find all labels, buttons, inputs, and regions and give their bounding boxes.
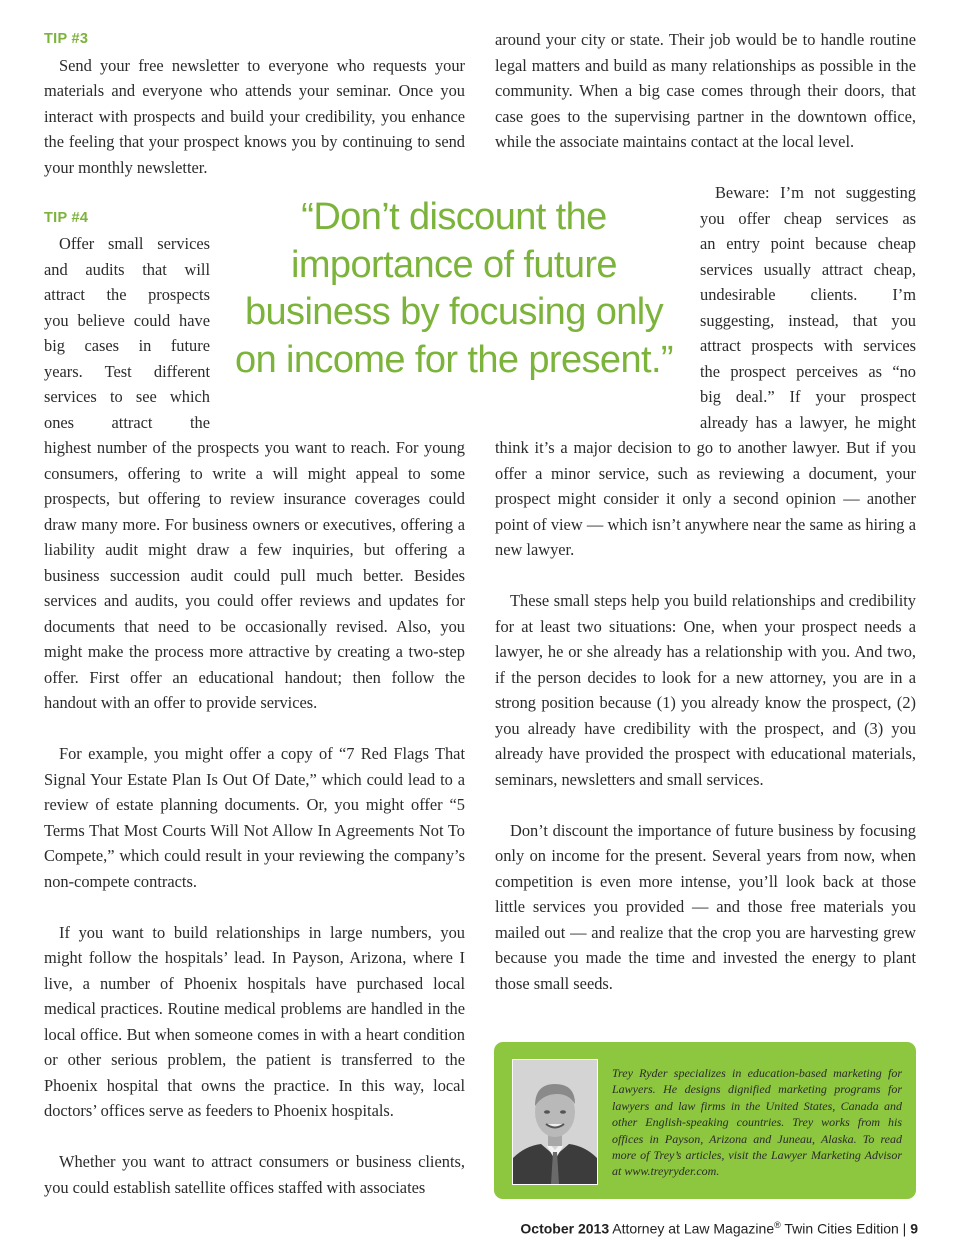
page-footer [520, 1220, 918, 1237]
footer-date: October 2013 [520, 1220, 610, 1237]
tip4-line: services to see which [44, 387, 210, 406]
pull-quote [228, 194, 680, 384]
author-photo [512, 1059, 598, 1185]
beware-line: undesirable clients. I’m [700, 285, 916, 304]
tip4-line: and audits that will [44, 259, 210, 279]
body-paragraph: Whether you want to attract consumers or business clients, you could establish satellite offices staffed with associates [44, 1152, 465, 1197]
right-column [495, 27, 916, 996]
tip4-continuation: highest number of the prospects you want to reach. For young consumers, offering to write a will might appeal to some prospects, but offering to review insurance coverages could draw many more. For business owners or executives, offering a liability audit might draw a few inquiries, but offering a business succession audit could pull much better. Besides services and audits, you could offer reviews and updates for documents that need to be occasionally revised. Also, you might make the process more attractive by creating a two-step offer. First offer an educational handout; then follow the handout with an offer to provide services. [44, 438, 465, 712]
tip4-line: attract the prospects [44, 285, 210, 304]
tip4-heading: TIP #4 [44, 209, 89, 226]
beware-line: services usually attract cheap, [700, 259, 916, 279]
tip3-paragraph: Send your free newsletter to everyone who requests your materials and everyone who attends your seminar. Once you interact with prospects and build your credibility, you enhance the feeling that your prospect knows you by continuing to send your monthly newsletter. [44, 55, 465, 177]
author-bio-box [494, 1042, 916, 1199]
beware-continuation: think it’s a major decision to go to another lawyer. But if you offer a minor service, such as reviewing a document, your prospect might consider it only a second opinion — another point of view — which isn’t anywhere near the same as hiring a new lawyer. [495, 438, 916, 559]
beware-line: suggesting, instead, that you [700, 310, 916, 330]
tip4-line: Offer small services [59, 234, 210, 253]
author-portrait-icon [513, 1060, 597, 1184]
tip3-heading: TIP #3 [44, 31, 89, 47]
footer-edition: Twin Cities Edition [784, 1220, 899, 1237]
footer-separator: | [902, 1220, 907, 1237]
pull-quote-line: “Don’t discount the [301, 196, 607, 238]
beware-line: already has a lawyer, he might [700, 412, 916, 432]
body-paragraph: These small steps help you build relationships and credibility for at least two situations: One, when your prospect needs a lawyer, he or she already has a relationship with you. And two, if the person decides to look for a new attorney, you are in a strong position because (1) you already know the prospect, (2) you already have credibility with the prospect, and (3) you already have provided the prospect with educational materials, seminars, newsletters and small services. [495, 591, 916, 789]
body-paragraph: Don’t discount the importance of future business by focusing only on income for the present. Several years from now, when competition is even more intense, you’ll look back at those little services you provided — and those free materials you mailed out — and realize that the crop you are harvesting grew because you made the time and invested the energy to plant those small seeds. [495, 820, 916, 993]
pull-quote-line: on income for the present.” [235, 338, 673, 381]
pull-quote-line: business by focusing only [244, 291, 664, 333]
beware-line: you offer cheap services as [700, 208, 916, 228]
tip4-line: you believe could have [44, 310, 210, 330]
tip4-line: big cases in future [44, 336, 210, 355]
beware-narrow-block [700, 180, 916, 435]
body-paragraph: around your city or state. Their job would be to handle routine legal matters and build as many relationships as possible in the community. When a big case comes through their doors, that case goes to the supervising partner in the downtown office, while the associate maintains contact at the local level. [495, 30, 916, 151]
tip4-line: years. Test different [44, 361, 210, 381]
page-number: 9 [910, 1220, 918, 1237]
author-bio-text: Trey Ryder specializes in education-based marketing for Lawyers. He designs dignified marketing programs for lawyers and law firms in the United States, Canada and other English-speaking countries. Trey works from his offices in Payson, Arizona and Juneau, Alaska. To read more of Trey’s articles, visit the Lawyer Marketing Advisor at www.treyryder.com. [612, 1066, 902, 1179]
tip4-line: ones attract the [44, 412, 210, 432]
beware-line: big deal.” If your prospect [700, 387, 916, 406]
body-paragraph: If you want to build relationships in large numbers, you might follow the hospitals’ lead. In Payson, Arizona, where I live, a number of Phoenix hospitals have purchased local medical practices. Routine medical problems are handled in the local office. But when someone comes in with a heart condition or other serious problem, the patient is transferred to the Phoenix hospital that owns the practice. In this way, local doctors’ offices serve as feeders to Phoenix hospitals. [44, 922, 465, 1120]
body-paragraph: For example, you might offer a copy of “7 Red Flags That Signal Your Estate Plan Is Out Of Date,” which could lead to a review of estate planning documents. Or, you might offer “5 Terms That Most Courts Will Not Allow In Agreements Not To Compete,” which could result in your reviewing the company’s non-compete contracts. [44, 744, 465, 891]
tip4-narrow-block [44, 231, 210, 435]
beware-line: the prospect perceives as “no [700, 361, 916, 381]
beware-line: an entry point because cheap [700, 234, 916, 253]
pull-quote-line: importance of future [291, 243, 617, 286]
beware-line: Beware: I’m not suggesting [715, 183, 916, 202]
beware-line: attract prospects with services [700, 336, 916, 355]
footer-registered-mark: ® [774, 1220, 781, 1230]
footer-magazine: Attorney at Law Magazine [612, 1220, 775, 1237]
